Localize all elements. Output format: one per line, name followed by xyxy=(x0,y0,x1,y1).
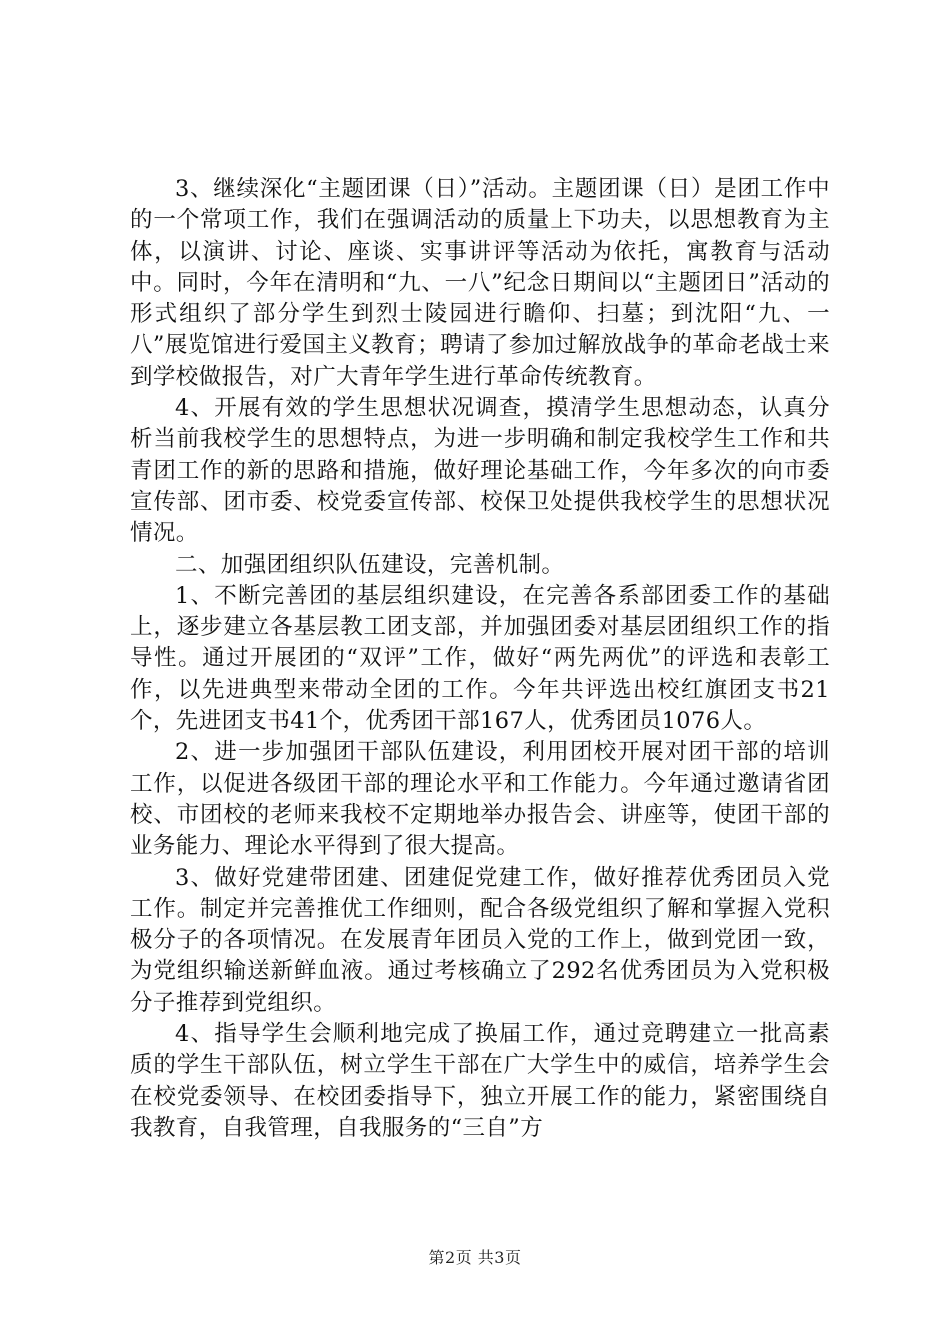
paragraph-party-building: 3、做好党建带团建、团建促党建工作，做好推荐优秀团员入党工作。制定并完善推优工作细则，配合各级党组织了解和掌握入党积极分子的各项情况。在发展青年团员入党的工作上，做到党团一致，为党组织输送新鲜血液。通过考核确立了292名优秀团员为入党积极分子推荐到党组织。 xyxy=(130,864,830,1016)
paragraph-grassroots-organization: 1、不断完善团的基层组织建设，在完善各系部团委工作的基础上，逐步建立各基层教工团支部，并加强团委对基层团组织工作的指导性。通过开展团的“双评”工作，做好“两先两优”的评选和表彰工作，以先进典型来带动全团的工作。今年共评选出校红旗团支书21个，先进团支书41个，优秀团干部167人，优秀团员1076人。 xyxy=(130,582,830,735)
paragraph-student-survey: 4、开展有效的学生思想状况调查，摸清学生思想动态，认真分析当前我校学生的思想特点，为进一步明确和制定我校学生工作和共青团工作的新的思路和措施，做好理论基础工作，今年多次的向市委宣传部、团市委、校党委宣传部、校保卫处提供我校学生的思想状况情况。 xyxy=(130,395,830,547)
paragraph-student-union: 4、指导学生会顺利地完成了换届工作，通过竞聘建立一批高素质的学生干部队伍，树立学生干部在广大学生中的威信，培养学生会在校党委领导、在校团委指导下，独立开展工作的能力，紧密围绕自我教育，自我管理，自我服务的“三自”方 xyxy=(130,1021,830,1141)
paragraph-cadre-training: 2、进一步加强团干部队伍建设，利用团校开展对团干部的培训工作，以促进各级团干部的理论水平和工作能力。今年通过邀请省团校、市团校的老师来我校不定期地举办报告会、讲座等，使团干部的业务能力、理论水平得到了很大提高。 xyxy=(130,739,830,860)
page-footer: 第2页 共3页 xyxy=(428,1248,522,1267)
document-body xyxy=(130,174,830,1144)
section-heading-organization: 二、加强团组织队伍建设，完善机制。 xyxy=(175,551,565,578)
paragraph-theme-league-class: 3、继续深化“主题团课（日）”活动。主题团课（日）是团工作中的一个常项工作，我们在强调活动的质量上下功夫，以思想教育为主体，以演讲、讨论、座谈、实事讲评等活动为依托，寓教育与活动中。同时，今年在清明和“九、一八”纪念日期间以“主题团日”活动的形式组织了部分学生到烈士陵园进行瞻仰、扫墓；到沈阳“九、一八”展览馆进行爱国主义教育；聘请了参加过解放战争的革命老战士来到学校做报告，对广大青年学生进行革命传统教育。 xyxy=(130,176,830,390)
